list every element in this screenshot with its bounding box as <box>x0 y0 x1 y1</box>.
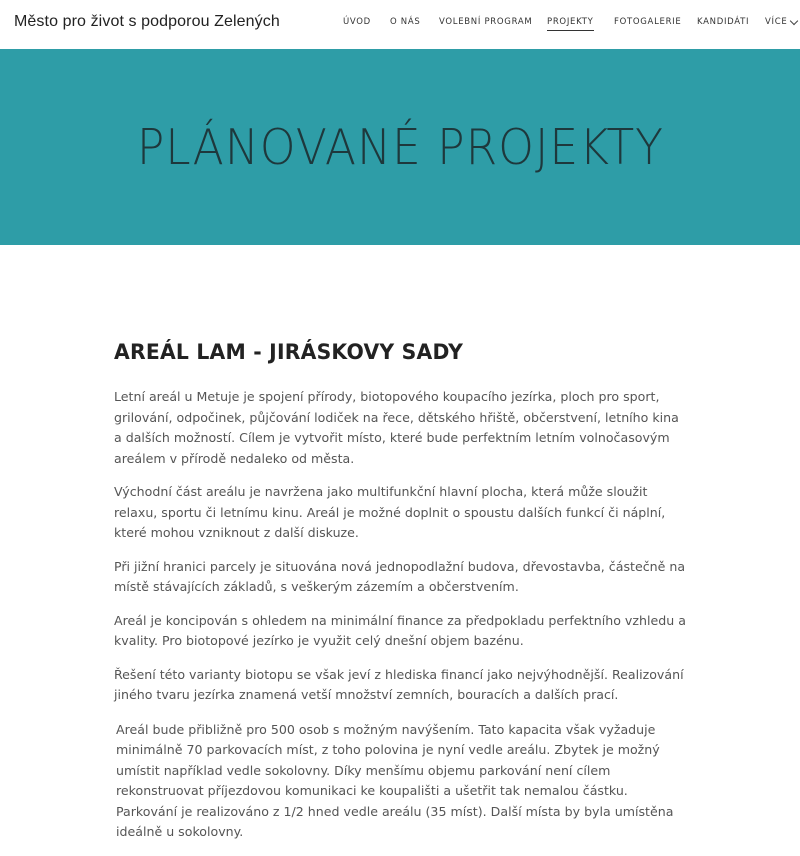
nav-item-o-nas[interactable]: O NÁS <box>390 17 421 27</box>
chevron-down-icon <box>790 16 798 24</box>
page-title: PLÁNOVANÉ PROJEKTY <box>136 118 664 176</box>
nav-item-uvod[interactable]: ÚVOD <box>343 17 371 27</box>
main-nav <box>0 0 800 48</box>
nav-item-vice[interactable] <box>765 17 797 27</box>
article-paragraph: Areál bude přibližně pro 500 osob s možným navýšením. Tato kapacita však vyžaduje minimálně 70 parkovacích míst, z toho polovina je nyní vedle areálu. Zbytek je možný umístit například vedle sokolovny. Díky menšímu objemu parkování není cílem rekonstruovat příjezdovou komunikaci ke koupališti a ušetřit tak nemalou částku. Parkování je realizováno z 1/2 hned vedle areálu (35 míst). Další místa by byla umístěna ideálně u sokolovny. <box>116 721 674 839</box>
article-paragraph: Letní areál u Metuje je spojení přírody, biotopového koupacího jezírka, ploch pro sport, grilování, odpočinek, půjčování lodiček na řece, dětského hřiště, občerstvení, letního kina a dalších možností. Cílem je vytvořit místo, které bude perfektním letním volnočasovým areálem v přírodě nedaleko od města. <box>114 389 679 466</box>
article-title: AREÁL LAM - JIRÁSKOVY SADY <box>114 340 464 364</box>
article <box>114 340 686 856</box>
top-bar <box>0 0 800 48</box>
site-title[interactable]: Město pro život s podporou Zelených <box>14 13 280 30</box>
nav-item-fotogalerie[interactable]: FOTOGALERIE <box>614 17 682 27</box>
nav-item-volebni-program[interactable]: VOLEBNÍ PROGRAM <box>439 17 533 27</box>
nav-item-kandidati[interactable]: KANDIDÁTI <box>697 17 750 27</box>
article-paragraph: Areál je koncipován s ohledem na minimální finance za předpokladu perfektního vzhledu a kvality. Pro biotopové jezírko je využit celý dnešní objem bazénu. <box>114 612 686 648</box>
hero-banner <box>0 49 800 245</box>
nav-item-projekty[interactable]: PROJEKTY <box>547 17 594 31</box>
article-paragraph: Při jižní hranici parcely je situována nová jednopodlažní budova, dřevostavba, částečně na místě stávajících základů, s veškerým zázemím a občerstvením. <box>114 558 686 594</box>
nav-item-vice-label: VÍCE <box>765 17 788 27</box>
article-paragraph: Řešení této varianty biotopu se však jeví z hlediska financí jako nejvýhodnější. Realizování jiného tvaru jezírka znamená vetší množství zemních, bouracích a dalších prací. <box>114 666 684 702</box>
article-paragraph: Východní část areálu je navržena jako multifunkční hlavní plocha, která může sloužit relaxu, sportu či letnímu kinu. Areál je možné doplnit o spoustu dalších funkcí či náplní, které mohou vzniknout z další diskuze. <box>114 484 666 540</box>
